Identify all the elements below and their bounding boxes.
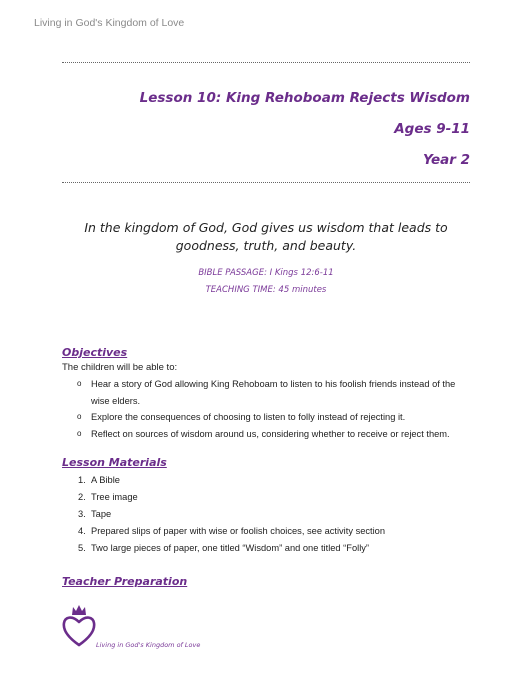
material-text: A Bible [91, 475, 120, 485]
material-text: Tree image [91, 492, 138, 502]
material-text: Two large pieces of paper, one titled “Wisdom” and one titled “Folly” [91, 543, 370, 553]
objective-text: Reflect on sources of wisdom around us, considering whether to receive or reject them. [91, 428, 450, 439]
teacher-preparation-heading: Teacher Preparation [62, 575, 188, 588]
list-item [62, 540, 472, 557]
crown-shape [72, 605, 86, 615]
item-number: 1. [78, 475, 86, 485]
material-text: Prepared slips of paper with wise or foolish choices, see activity section [91, 526, 386, 536]
bullet-marker: o [77, 379, 82, 388]
objective-text: Explore the consequences of choosing to listen to folly instead of rejecting it. [91, 412, 406, 422]
dotted-divider-bottom [62, 182, 470, 183]
bullet-marker: o [77, 428, 82, 438]
list-item [62, 409, 472, 426]
item-number: 4. [78, 526, 86, 536]
objectives-heading: Objectives [62, 346, 128, 359]
objectives-intro: The children will be able to: [62, 362, 178, 373]
curriculum-year: Year 2 [422, 152, 470, 168]
materials-heading: Lesson Materials [62, 456, 167, 469]
list-item [62, 489, 472, 506]
running-header: Living in God's Kingdom of Love [34, 17, 185, 29]
dotted-divider-top [62, 62, 470, 63]
lesson-tagline: In the kingdom of God, God gives us wisdom that leads to goodness, truth, and beauty. [84, 220, 448, 253]
footer-text: Living in God's Kingdom of Love [96, 641, 201, 649]
list-item [62, 523, 472, 540]
item-number: 5. [78, 543, 86, 553]
bullet-marker: o [77, 412, 82, 421]
material-text: Tape [91, 509, 112, 519]
item-number: 2. [78, 492, 86, 502]
teaching-time: TEACHING TIME: 45 minutes [205, 285, 327, 295]
crown-heart-icon [62, 603, 96, 649]
heart-shape [64, 618, 94, 645]
objective-text: Hear a story of God allowing King Rehoboam to listen to his foolish friends instead of the wise elders. [91, 379, 456, 406]
objectives-list [62, 376, 472, 442]
list-item [62, 376, 472, 409]
list-item [62, 426, 472, 443]
bible-passage: BIBLE PASSAGE: I Kings 12:6-11 [198, 268, 334, 278]
materials-list [62, 472, 472, 557]
item-number: 3. [78, 509, 86, 519]
age-range: Ages 9-11 [394, 121, 470, 137]
list-item [62, 472, 472, 489]
list-item [62, 506, 472, 523]
lesson-title: Lesson 10: King Rehoboam Rejects Wisdom [139, 90, 470, 106]
